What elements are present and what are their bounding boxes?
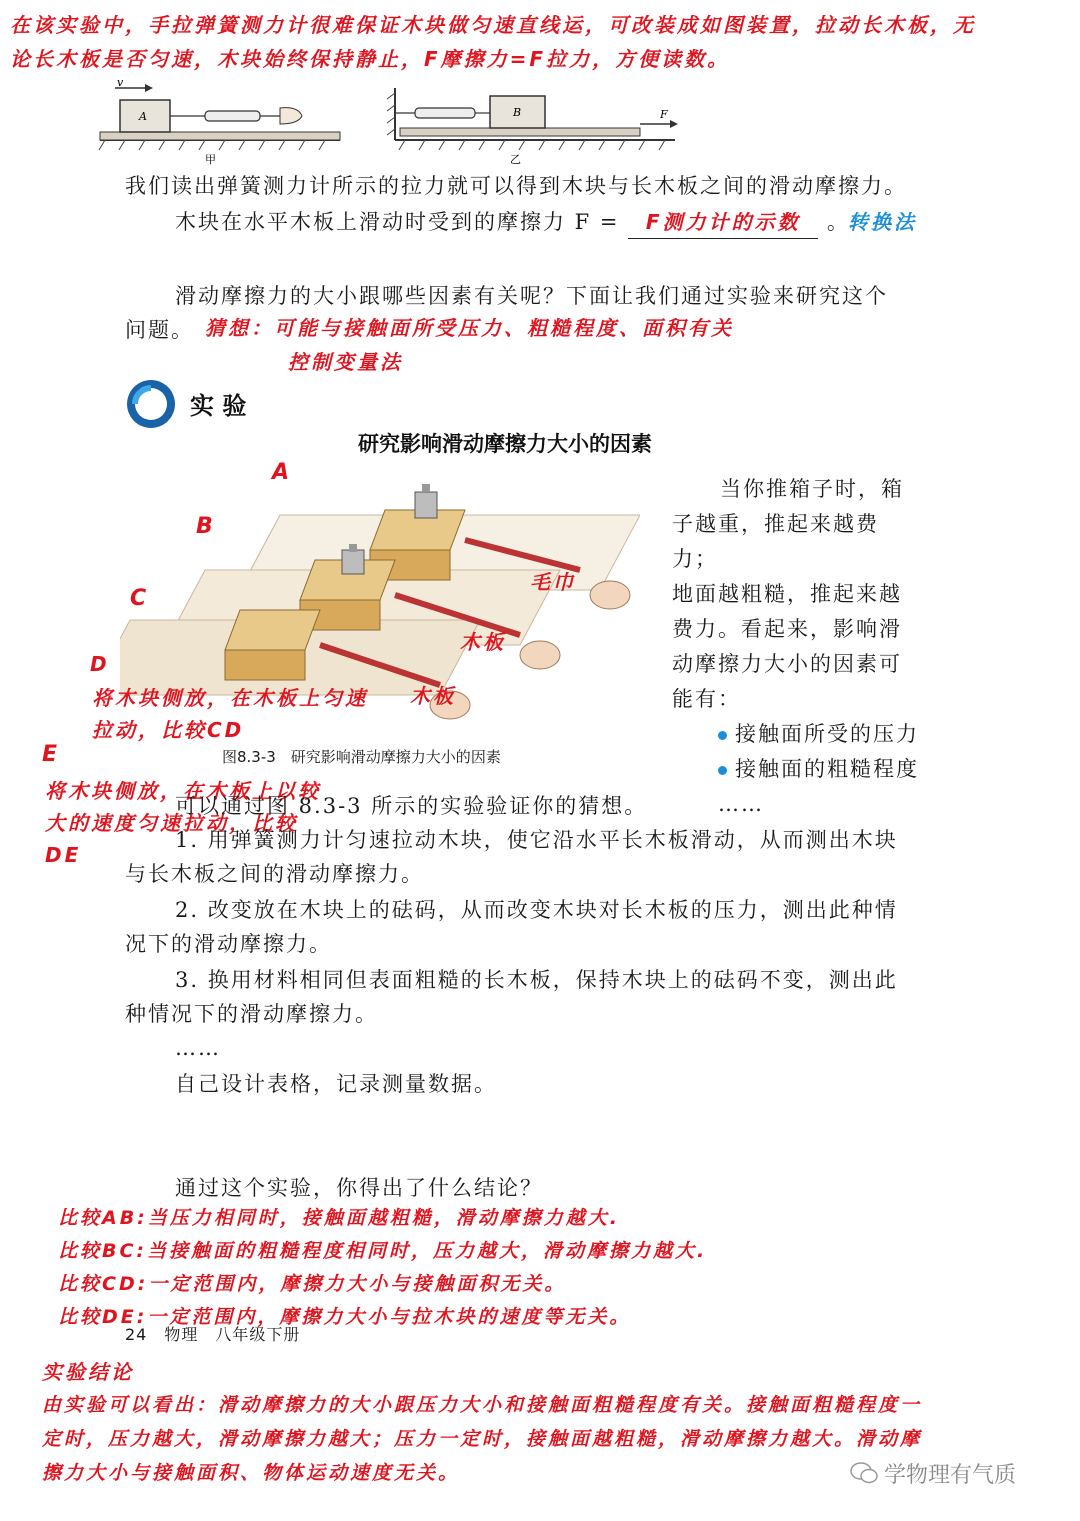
formula-suffix: 。 bbox=[826, 210, 850, 234]
caption-yi: 乙 bbox=[510, 153, 521, 166]
weight-icon bbox=[415, 492, 437, 518]
bullet-item: 接触面所受的压力 bbox=[672, 717, 922, 752]
watermark-text: 学物理有气质 bbox=[884, 1463, 1017, 1488]
note-d-line: 将木块侧放，在木板上匀速 bbox=[92, 686, 368, 710]
step-1-line2: 与长木板之间的滑动摩擦力。 bbox=[125, 862, 424, 886]
paragraph-question-line1: 滑动摩擦力的大小跟哪些因素有关呢？下面让我们通过实验来研究这个 bbox=[175, 284, 888, 308]
design-table-text: 自己设计表格，记录测量数据。 bbox=[175, 1072, 497, 1096]
side-text-line: 费力。看起来，影响滑 bbox=[672, 617, 902, 641]
top-annotation-line: 在该实验中，手拉弹簧测力计很难保证木块做匀速直线运，可改装成如图装置，拉动长木板，无 bbox=[10, 13, 976, 37]
steps-ellipsis: …… bbox=[175, 1036, 221, 1060]
conversion-method-note: 转换法 bbox=[848, 210, 917, 234]
side-text-line: 当你推箱子时，箱 bbox=[720, 477, 904, 501]
step-3-line1: 3. 换用材料相同但表面粗糙的长木板，保持木块上的砝码不变，测出此 bbox=[175, 968, 898, 992]
paragraph-question-line2: 问题。 bbox=[125, 318, 194, 342]
caption-jia: 甲 bbox=[205, 153, 216, 166]
comparison-bc: 比较BC:当接触面的粗糙程度相同时，压力越大，滑动摩擦力越大. bbox=[58, 1240, 708, 1262]
note-e-line: DE bbox=[45, 843, 82, 867]
step-2-line2: 况下的滑动摩擦力。 bbox=[125, 932, 332, 956]
velocity-label: v bbox=[117, 78, 124, 89]
side-text-line: 能有： bbox=[672, 687, 741, 711]
hand-icon bbox=[280, 108, 302, 124]
comparison-de: 比较DE:一定范围内，摩擦力大小与拉木块的速度等无关。 bbox=[58, 1306, 632, 1328]
side-text-line: 子越重，推起来越费力； bbox=[672, 512, 879, 571]
conclusion-title: 实验结论 bbox=[42, 1360, 134, 1384]
step-1-line1: 1. 用弹簧测力计匀速拉动木块，使它沿水平长木板滑动，从而测出木块 bbox=[175, 828, 898, 852]
formula-prefix: 木块在水平木板上滑动时受到的摩擦力 F = bbox=[175, 210, 620, 234]
paragraph-friction-formula bbox=[175, 206, 850, 240]
conclusion-line: 定时，压力越大，滑动摩擦力越大；压力一定时，接触面越粗糙，滑动摩擦力越大。滑动摩 bbox=[42, 1428, 923, 1450]
comparison-notes bbox=[58, 1202, 707, 1334]
step-2-line1: 2. 改变放在木块上的砝码，从而改变木块对长木板的压力，测出此种情 bbox=[175, 898, 898, 922]
note-d bbox=[92, 682, 368, 746]
bullet-item: 接触面的粗糙程度 bbox=[672, 752, 922, 787]
block-b-label: B bbox=[513, 106, 522, 119]
spring-scale-left bbox=[205, 111, 260, 121]
experiment-label: 实 验 bbox=[190, 392, 247, 420]
steps-intro: 可以通过图 8.3-3 所示的实验验证你的猜想。 bbox=[175, 794, 648, 818]
weight-icon bbox=[342, 550, 364, 574]
top-annotation-line: 论长木板是否匀速，木块始终保持静止，F摩擦力=F拉力，方便读数。 bbox=[10, 47, 731, 71]
bullet-dot-icon bbox=[718, 731, 727, 740]
label-b: B bbox=[196, 514, 216, 539]
experiment-title: 研究影响滑动摩擦力大小的因素 bbox=[358, 432, 652, 456]
conclusion-line: 擦力大小与接触面积、物体运动速度无关。 bbox=[42, 1462, 461, 1484]
experiment-icon bbox=[125, 378, 177, 430]
side-text-line: 动摩擦力大小的因素可 bbox=[672, 652, 902, 676]
comparison-cd: 比较CD:一定范围内，摩擦力大小与接触面积无关。 bbox=[58, 1273, 567, 1295]
note-d-line: 拉动，比较CD bbox=[92, 718, 245, 742]
hand-icon bbox=[590, 581, 630, 609]
spring-scale-right bbox=[415, 108, 475, 118]
conclusion-line: 由实验可以看出：滑动摩擦力的大小跟压力大小和接触面粗糙程度有关。接触面粗糙程度一 bbox=[42, 1394, 923, 1416]
label-a: A bbox=[272, 460, 293, 485]
figure-caption: 图8.3-3 研究影响滑动摩擦力大小的因素 bbox=[222, 748, 501, 766]
block-a-label: A bbox=[139, 110, 147, 123]
label-e: E bbox=[42, 742, 61, 767]
label-d: D bbox=[90, 652, 110, 676]
paragraph-read-force: 我们读出弹簧测力计所示的拉力就可以得到木块与长木板之间的滑动摩擦力。 bbox=[125, 174, 907, 198]
formula-fill-annotation: F测力计的示数 bbox=[628, 206, 818, 239]
top-annotation bbox=[10, 8, 1075, 76]
side-text-line: 地面越粗糙，推起来越 bbox=[672, 582, 902, 606]
wechat-icon bbox=[850, 1461, 878, 1491]
conclusion-question: 通过这个实验，你得出了什么结论？ bbox=[175, 1176, 543, 1200]
note-e-line: 将木块侧放，在木板上以较 bbox=[45, 779, 321, 803]
guess-annotation: 猜想：可能与接触面所受压力、粗糙程度、面积有关 bbox=[205, 316, 734, 340]
label-wood-1: 木板 bbox=[460, 630, 506, 654]
long-board bbox=[400, 128, 640, 136]
side-text bbox=[672, 472, 922, 822]
note-e-line: 大的速度匀速拉动，比较 bbox=[45, 811, 298, 835]
spring-scale-figure bbox=[95, 78, 680, 166]
hand-icon bbox=[520, 641, 560, 669]
control-variable-annotation: 控制变量法 bbox=[288, 350, 403, 374]
side-ellipsis: …… bbox=[718, 792, 764, 816]
block-bottom bbox=[225, 650, 305, 680]
force-label: F bbox=[660, 108, 668, 121]
label-wood-2: 木板 bbox=[410, 684, 456, 708]
bullet-dot-icon bbox=[718, 766, 727, 775]
comparison-ab: 比较AB:当压力相同时，接触面越粗糙，滑动摩擦力越大. bbox=[58, 1207, 621, 1229]
step-3-line2: 种情况下的滑动摩擦力。 bbox=[125, 1002, 378, 1026]
label-c: C bbox=[130, 586, 150, 611]
watermark bbox=[850, 1458, 1016, 1491]
page-footer: 24 物理 八年级下册 bbox=[125, 1325, 301, 1344]
label-towel: 毛巾 bbox=[530, 570, 576, 594]
